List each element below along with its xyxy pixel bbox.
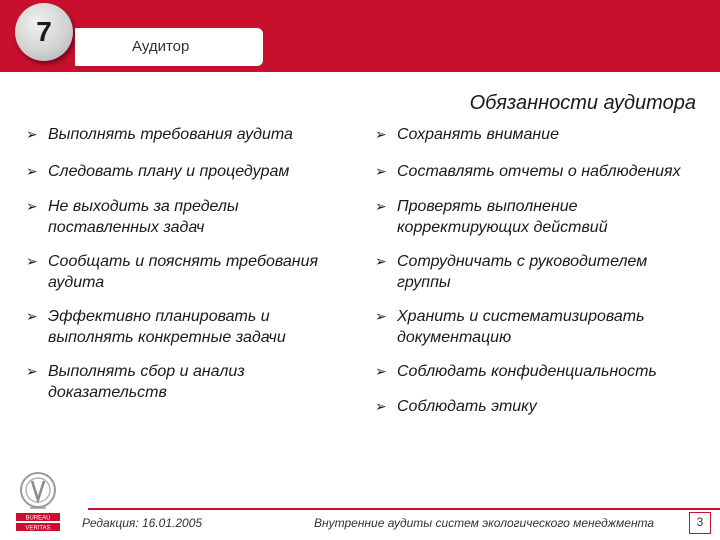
- bullet-text-line: Составлять отчеты о наблюдениях: [397, 163, 681, 180]
- bullet-text-line: группы: [397, 274, 451, 291]
- arrow-bullet-icon: ➢: [375, 126, 387, 142]
- bullet-text-line: корректирующих действий: [397, 219, 608, 236]
- arrow-bullet-icon: ➢: [26, 253, 38, 269]
- bullet-text-line: Соблюдать конфиденциальность: [397, 363, 657, 380]
- bullet-text-line: документацию: [397, 329, 512, 346]
- footer-divider: [88, 508, 720, 510]
- bullet-item: [26, 161, 362, 182]
- bullet-item: [375, 396, 720, 417]
- arrow-bullet-icon: ➢: [375, 398, 387, 414]
- arrow-bullet-icon: ➢: [26, 308, 38, 324]
- logo-text-bottom: VERITAS: [25, 525, 51, 532]
- bullet-text-line: Выполнять сбор и анализ: [48, 363, 245, 380]
- bullet-item: [26, 361, 362, 403]
- bullet-text-line: Соблюдать этику: [397, 398, 537, 415]
- bullet-item: [375, 161, 720, 182]
- bullet-text-line: аудита: [48, 274, 105, 291]
- right-bullet-list: [375, 124, 720, 417]
- left-bullet-list: [26, 124, 362, 403]
- arrow-bullet-icon: ➢: [26, 126, 38, 142]
- bullet-text-line: доказательств: [48, 384, 167, 401]
- bullet-text-line: Не выходить за пределы: [48, 198, 239, 215]
- section-tab: [75, 28, 263, 66]
- arrow-bullet-icon: ➢: [26, 198, 38, 214]
- bullet-text-line: Сообщать и пояснять требования: [48, 253, 319, 270]
- arrow-bullet-icon: ➢: [26, 163, 38, 179]
- footer-course-title: Внутренние аудиты систем экологического менеджмента: [314, 516, 655, 530]
- bullet-text-line: Следовать плану и процедурам: [48, 163, 290, 180]
- bullet-text-line: Выполнять требования аудита: [48, 126, 293, 143]
- bullet-item: [26, 251, 362, 293]
- arrow-bullet-icon: ➢: [375, 363, 387, 379]
- slide-title: Обязанности аудитора: [469, 92, 696, 114]
- bullet-item: [375, 196, 720, 238]
- page-number: 3: [689, 512, 711, 534]
- bullet-text-line: поставленных задач: [48, 219, 205, 236]
- bullet-item: [375, 124, 720, 145]
- arrow-bullet-icon: ➢: [26, 363, 38, 379]
- slide-number: 7: [36, 16, 52, 47]
- footer-edition: Редакция: 16.01.2005: [82, 516, 203, 530]
- bullet-text-line: Сохранять внимание: [397, 126, 559, 143]
- section-label: Аудитор: [132, 38, 190, 55]
- bullet-text-line: Эффективно планировать и: [48, 308, 270, 325]
- bullet-item: [375, 361, 720, 382]
- logo-text-top: BUREAU: [25, 515, 51, 522]
- bureau-veritas-logo-icon: [10, 466, 66, 534]
- bullet-item: [375, 251, 720, 293]
- bullet-item: [26, 306, 362, 348]
- bullet-item: [26, 196, 362, 238]
- slide-number-badge: [15, 3, 73, 61]
- bullet-text-line: Хранить и систематизировать: [397, 308, 645, 325]
- bullet-item: [375, 306, 720, 348]
- bullet-text-line: Проверять выполнение: [397, 198, 578, 215]
- bullet-item: [26, 124, 362, 145]
- bullet-text-line: Сотрудничать с руководителем: [397, 253, 648, 270]
- arrow-bullet-icon: ➢: [375, 253, 387, 269]
- arrow-bullet-icon: ➢: [375, 198, 387, 214]
- bullet-text-line: выполнять конкретные задачи: [48, 329, 286, 346]
- arrow-bullet-icon: ➢: [375, 163, 387, 179]
- arrow-bullet-icon: ➢: [375, 308, 387, 324]
